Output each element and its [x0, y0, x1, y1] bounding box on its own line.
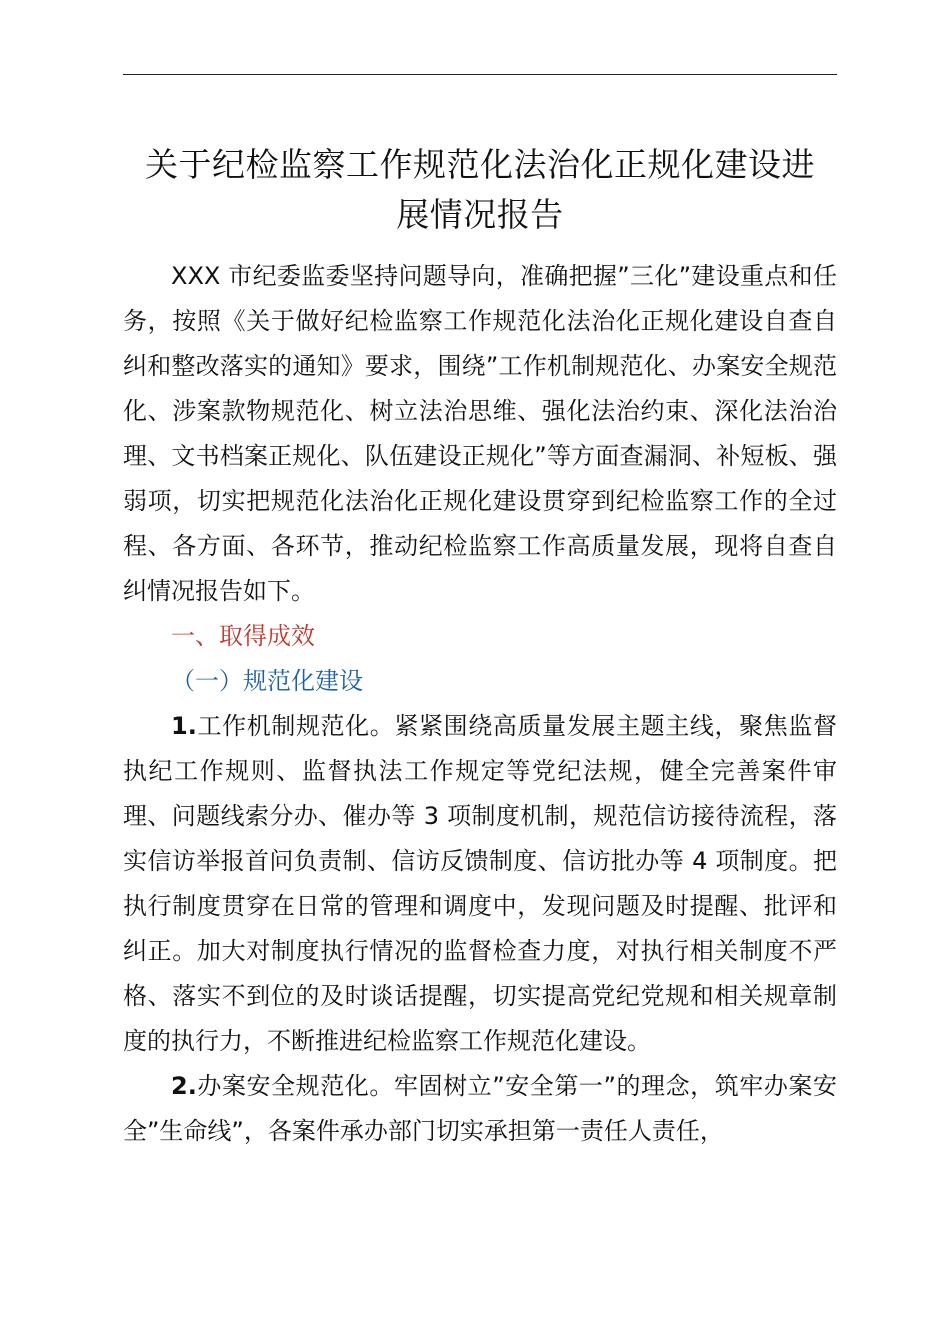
item-1-text: 紧紧围绕高质量发展主题主线，聚焦监督执纪工作规则、监督执法工作规定等党纪法规，健全完善案件审理、问题线索分办、催办等 3 项制度机制，规范信访接待流程，落实信访举报首问负责制、信访反馈制度、信访批办等 4 项制度。把执行制度贯穿在日常的管理和调度中，发现问题及时提醒、批评和纠正。加大对制度执行情况的监督检查力度，对执行相关制度不严格、落实不到位的及时谈话提醒，切实提高党纪党规和相关规章制度的执行力，不断推进纪检监察工作规范化建设。	[123, 712, 838, 1055]
title-line-1: 关于纪检监察工作规范化法治化正规化建设进	[145, 145, 815, 184]
item-2-title: 办案安全规范化。	[196, 1072, 394, 1100]
header-rule	[123, 74, 837, 75]
item-1-title: 工作机制规范化。	[196, 712, 395, 740]
report-content	[123, 254, 837, 1154]
item-1-number: 1.	[171, 712, 197, 740]
item-1-paragraph	[123, 704, 837, 1064]
document-body	[123, 140, 837, 1154]
intro-paragraph: XXX 市纪委监委坚持问题导向，准确把握”三化”建设重点和任务，按照《关于做好纪检监察工作规范化法治化正规化建设自查自纠和整改落实的通知》要求，围绕”工作机制规范化、办案安全规范化、涉案款物规范化、树立法治思维、强化法治约束、深化法治治理、文书档案正规化、队伍建设正规化”等方面查漏洞、补短板、强弱项，切实把规范化法治化正规化建设贯穿到纪检监察工作的全过程、各方面、各环节，推动纪检监察工作高质量发展，现将自查自纠情况报告如下。	[123, 262, 837, 605]
section-heading-achievements: 一、取得成效	[171, 622, 315, 650]
item-2-number: 2.	[171, 1072, 197, 1100]
item-2-text: 牢固树立”安全第一”的理念，筑牢办案安全”生命线”，各案件承办部门切实承担第一责任人责任，	[123, 1072, 838, 1145]
title-line-2: 展情况报告	[396, 195, 564, 234]
document-title	[123, 140, 837, 240]
subsection-heading-standardization: （一）规范化建设	[171, 667, 363, 695]
item-2-paragraph	[123, 1064, 837, 1154]
